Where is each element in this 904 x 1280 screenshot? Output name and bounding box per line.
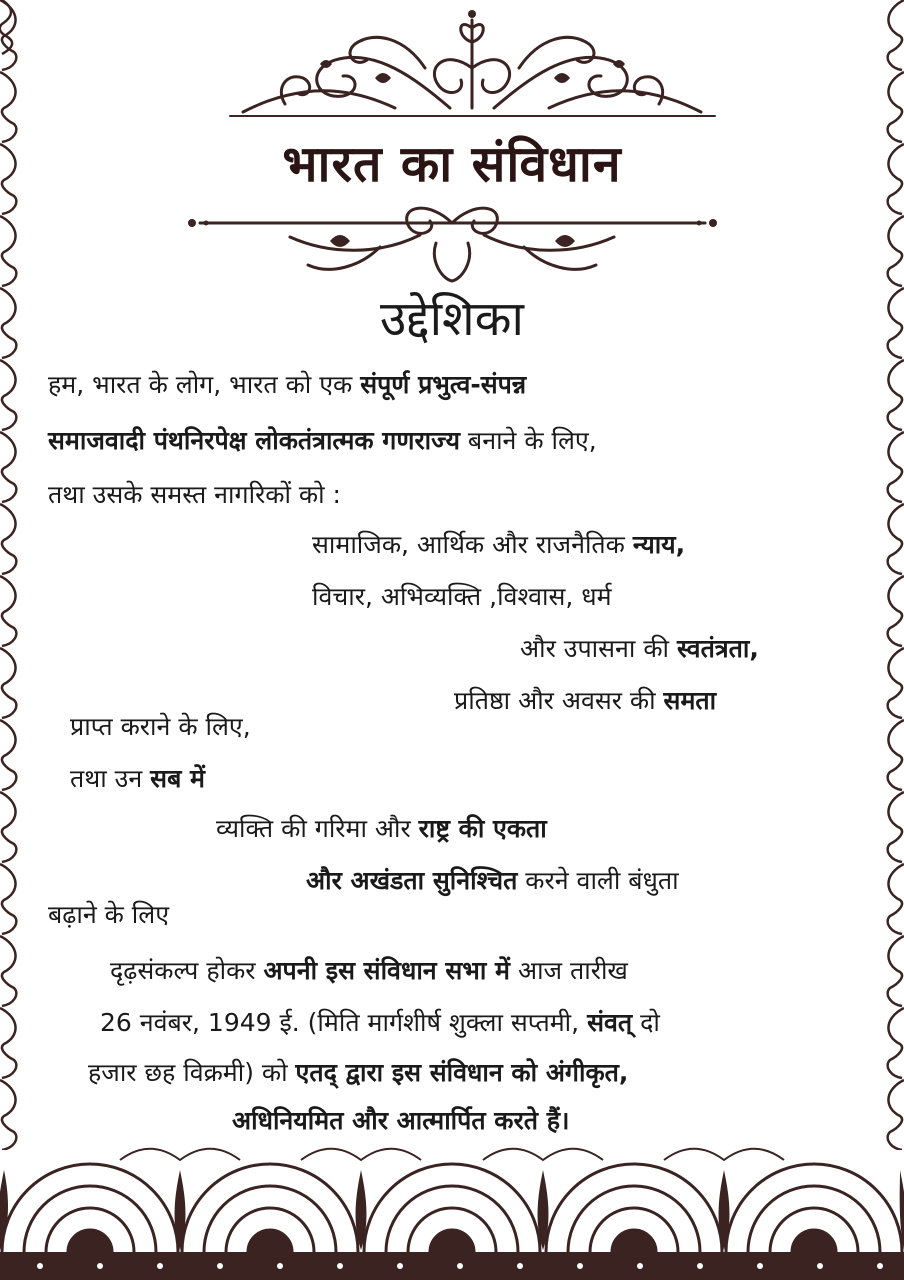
- line-text-bold: अपनी इस संविधान सभा में: [263, 956, 510, 985]
- preamble-line-5: [312, 580, 612, 614]
- line-text: 26 नवंबर, 1949 ई. (मिति मार्गशीर्ष शुक्ला सप्तमी,: [100, 1008, 588, 1037]
- preamble-line-9: [70, 762, 205, 796]
- page-title: भारत का संविधान: [282, 135, 622, 193]
- line-text: विचार, अभिव्यक्ति ,विश्वास, धर्म: [312, 582, 612, 611]
- preamble-line-3: [48, 478, 341, 512]
- line-text-bold: समता: [663, 686, 717, 715]
- page-subtitle: उद्देशिका: [380, 291, 524, 347]
- preamble-line-6: [520, 632, 759, 666]
- line-text-bold: सब में: [150, 764, 206, 793]
- line-text: बनाने के लिए,: [459, 426, 597, 455]
- preamble-line-10: [216, 812, 547, 846]
- line-text: बढ़ाने के लिए: [48, 900, 170, 929]
- preamble-line-13: [110, 954, 628, 988]
- bottom-mandala-border: [0, 1140, 904, 1280]
- preamble-line-2: [48, 424, 597, 458]
- preamble-line-4: [312, 528, 685, 562]
- preamble-line-1: [48, 368, 526, 402]
- line-text: सामाजिक, आर्थिक और राजनैतिक: [312, 530, 633, 559]
- preamble-line-12: [48, 898, 169, 932]
- preamble-line-16: [232, 1104, 569, 1138]
- line-text-bold: संपूर्ण प्रभुत्व-संपन्न: [360, 370, 527, 399]
- line-text: दो: [632, 1008, 660, 1037]
- line-text: हजार छह विक्रमी) को: [88, 1058, 296, 1087]
- preamble-line-14: [100, 1006, 660, 1040]
- line-text-bold: संवत्: [587, 1008, 633, 1037]
- line-text: करने वाली बंधुता: [517, 866, 679, 895]
- line-text: हम, भारत के लोग, भारत को एक: [48, 370, 361, 399]
- line-text-bold: राष्ट्र की एकता: [418, 814, 547, 843]
- preamble-line-11: [306, 864, 679, 898]
- title-divider-ornament: [180, 195, 725, 285]
- line-text-bold: और अखंडता सुनिश्चित: [306, 866, 518, 895]
- line-text-bold: समाजवादी पंथनिरपेक्ष लोकतंत्रात्मक गणराज्य: [48, 426, 460, 455]
- line-text: दृढ़संकल्प होकर: [110, 956, 264, 985]
- line-text: तथा उसके समस्त नागरिकों को :: [48, 480, 341, 509]
- line-text: और उपासना की: [520, 634, 677, 663]
- line-text: आज तारीख: [510, 956, 628, 985]
- preamble-line-15: [88, 1056, 628, 1090]
- line-text-bold: स्वतंत्रता,: [676, 634, 759, 663]
- line-text: व्यक्ति की गरिमा और: [216, 814, 419, 843]
- line-text-bold: अधिनियमित और आत्मार्पित करते हैं।: [232, 1106, 570, 1135]
- line-text: तथा उन: [70, 764, 151, 793]
- preamble-line-8: [70, 710, 251, 744]
- preamble-line-7: [454, 684, 716, 718]
- line-text: प्रतिष्ठा और अवसर की: [454, 686, 664, 715]
- line-text-bold: न्याय,: [632, 530, 686, 559]
- line-text-bold: एतद् द्वारा इस संविधान को अंगीकृत,: [295, 1058, 629, 1087]
- line-text: प्राप्त कराने के लिए,: [70, 712, 251, 741]
- top-flourish-ornament: [225, 8, 720, 120]
